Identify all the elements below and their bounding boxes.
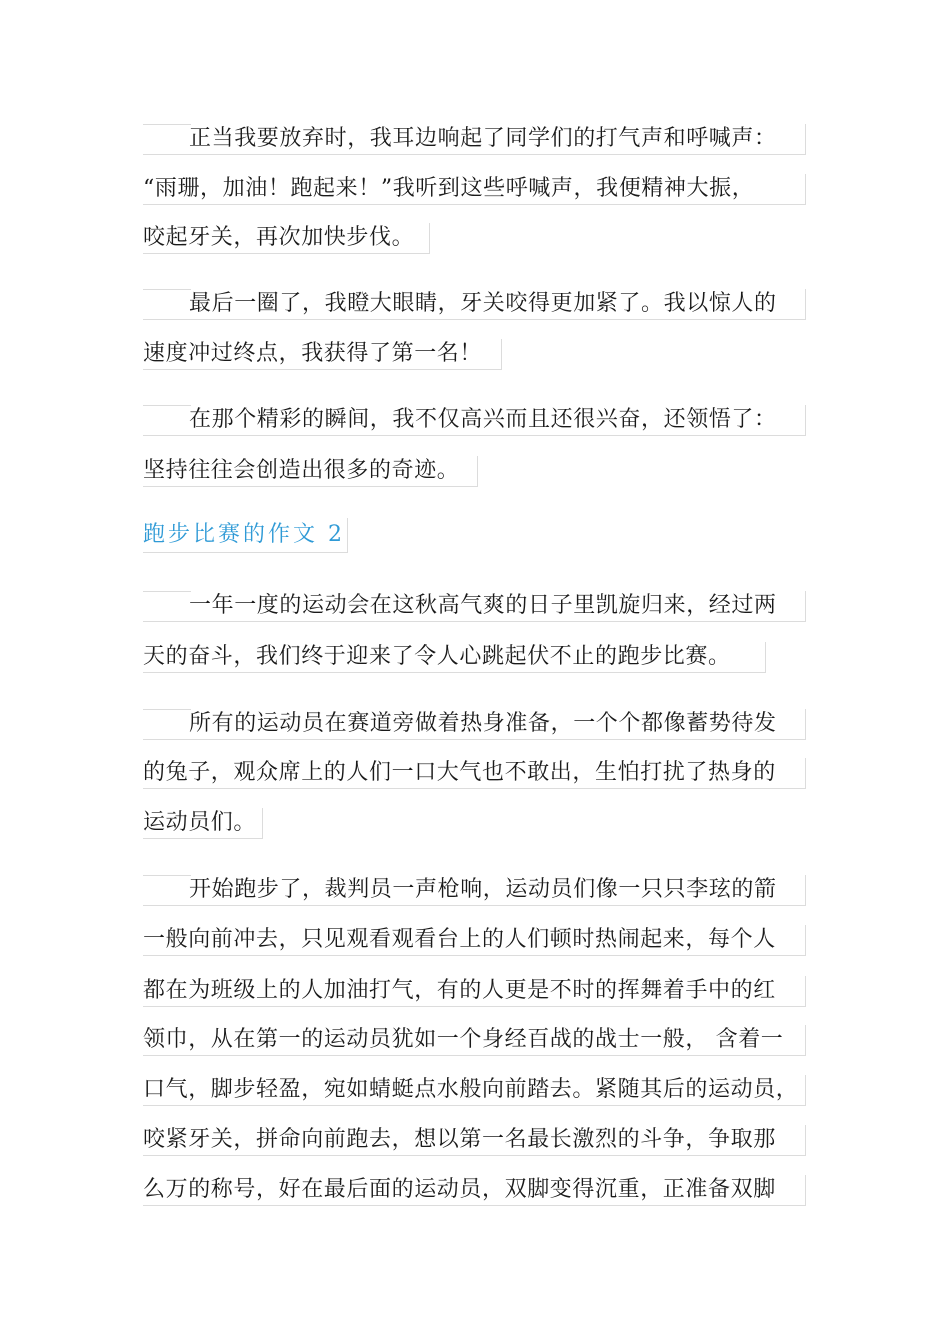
paragraph-line: 正当我要放弃时，我耳边响起了同学们的打气声和呼喊声：: [143, 124, 806, 155]
paragraph-line: 开始跑步了，裁判员一声枪响，运动员们像一只只李玹的箭: [143, 875, 806, 906]
paragraph-line: 咬紧牙关，拼命向前跑去，想以第一名最长激烈的斗争，争取那: [143, 1125, 806, 1156]
paragraph-line: 一年一度的运动会在这秋高气爽的日子里凯旋归来，经过两: [143, 591, 806, 622]
line-rule: [143, 124, 191, 125]
line-rule: [143, 591, 191, 592]
paragraph-line: 速度冲过终点，我获得了第一名！: [143, 339, 502, 370]
line-rule: [143, 289, 191, 290]
paragraph-line: 么万的称号，好在最后面的运动员，双脚变得沉重，正准备双脚: [143, 1175, 806, 1206]
paragraph-line: 最后一圈了，我瞪大眼睛，牙关咬得更加紧了。我以惊人的: [143, 289, 806, 320]
paragraph-line: 所有的运动员在赛道旁做着热身准备，一个个都像蓄势待发: [143, 709, 806, 740]
line-rule: [143, 405, 191, 406]
paragraph-line: 运动员们。: [143, 808, 263, 839]
paragraph-line: “雨珊，加油！跑起来！”我听到这些呼喊声，我便精神大振，: [143, 174, 806, 205]
paragraph-line: 在那个精彩的瞬间，我不仅高兴而且还很兴奋，还领悟了：: [143, 405, 806, 436]
paragraph-line: 的兔子，观众席上的人们一口大气也不敢出，生怕打扰了热身的: [143, 758, 806, 789]
paragraph-line: 口气，脚步轻盈，宛如蜻蜓点水般向前踏去。紧随其后的运动员，: [143, 1075, 806, 1106]
paragraph-line: 坚持往往会创造出很多的奇迹。: [143, 456, 478, 487]
line-rule: [143, 875, 191, 876]
paragraph-line: 一般向前冲去，只见观看观看台上的人们顿时热闹起来，每个人: [143, 925, 806, 956]
section-heading: 跑步比赛的作文 2: [143, 518, 348, 553]
line-rule: [143, 709, 191, 710]
paragraph-line: 领巾，从在第一的运动员犹如一个身经百战的战士一般， 含着一: [143, 1025, 806, 1056]
paragraph-line: 天的奋斗，我们终于迎来了令人心跳起伏不止的跑步比赛。: [143, 642, 766, 673]
paragraph-line: 咬起牙关，再次加快步伐。: [143, 223, 430, 254]
paragraph-line: 都在为班级上的人加油打气，有的人更是不时的挥舞着手中的红: [143, 976, 806, 1007]
